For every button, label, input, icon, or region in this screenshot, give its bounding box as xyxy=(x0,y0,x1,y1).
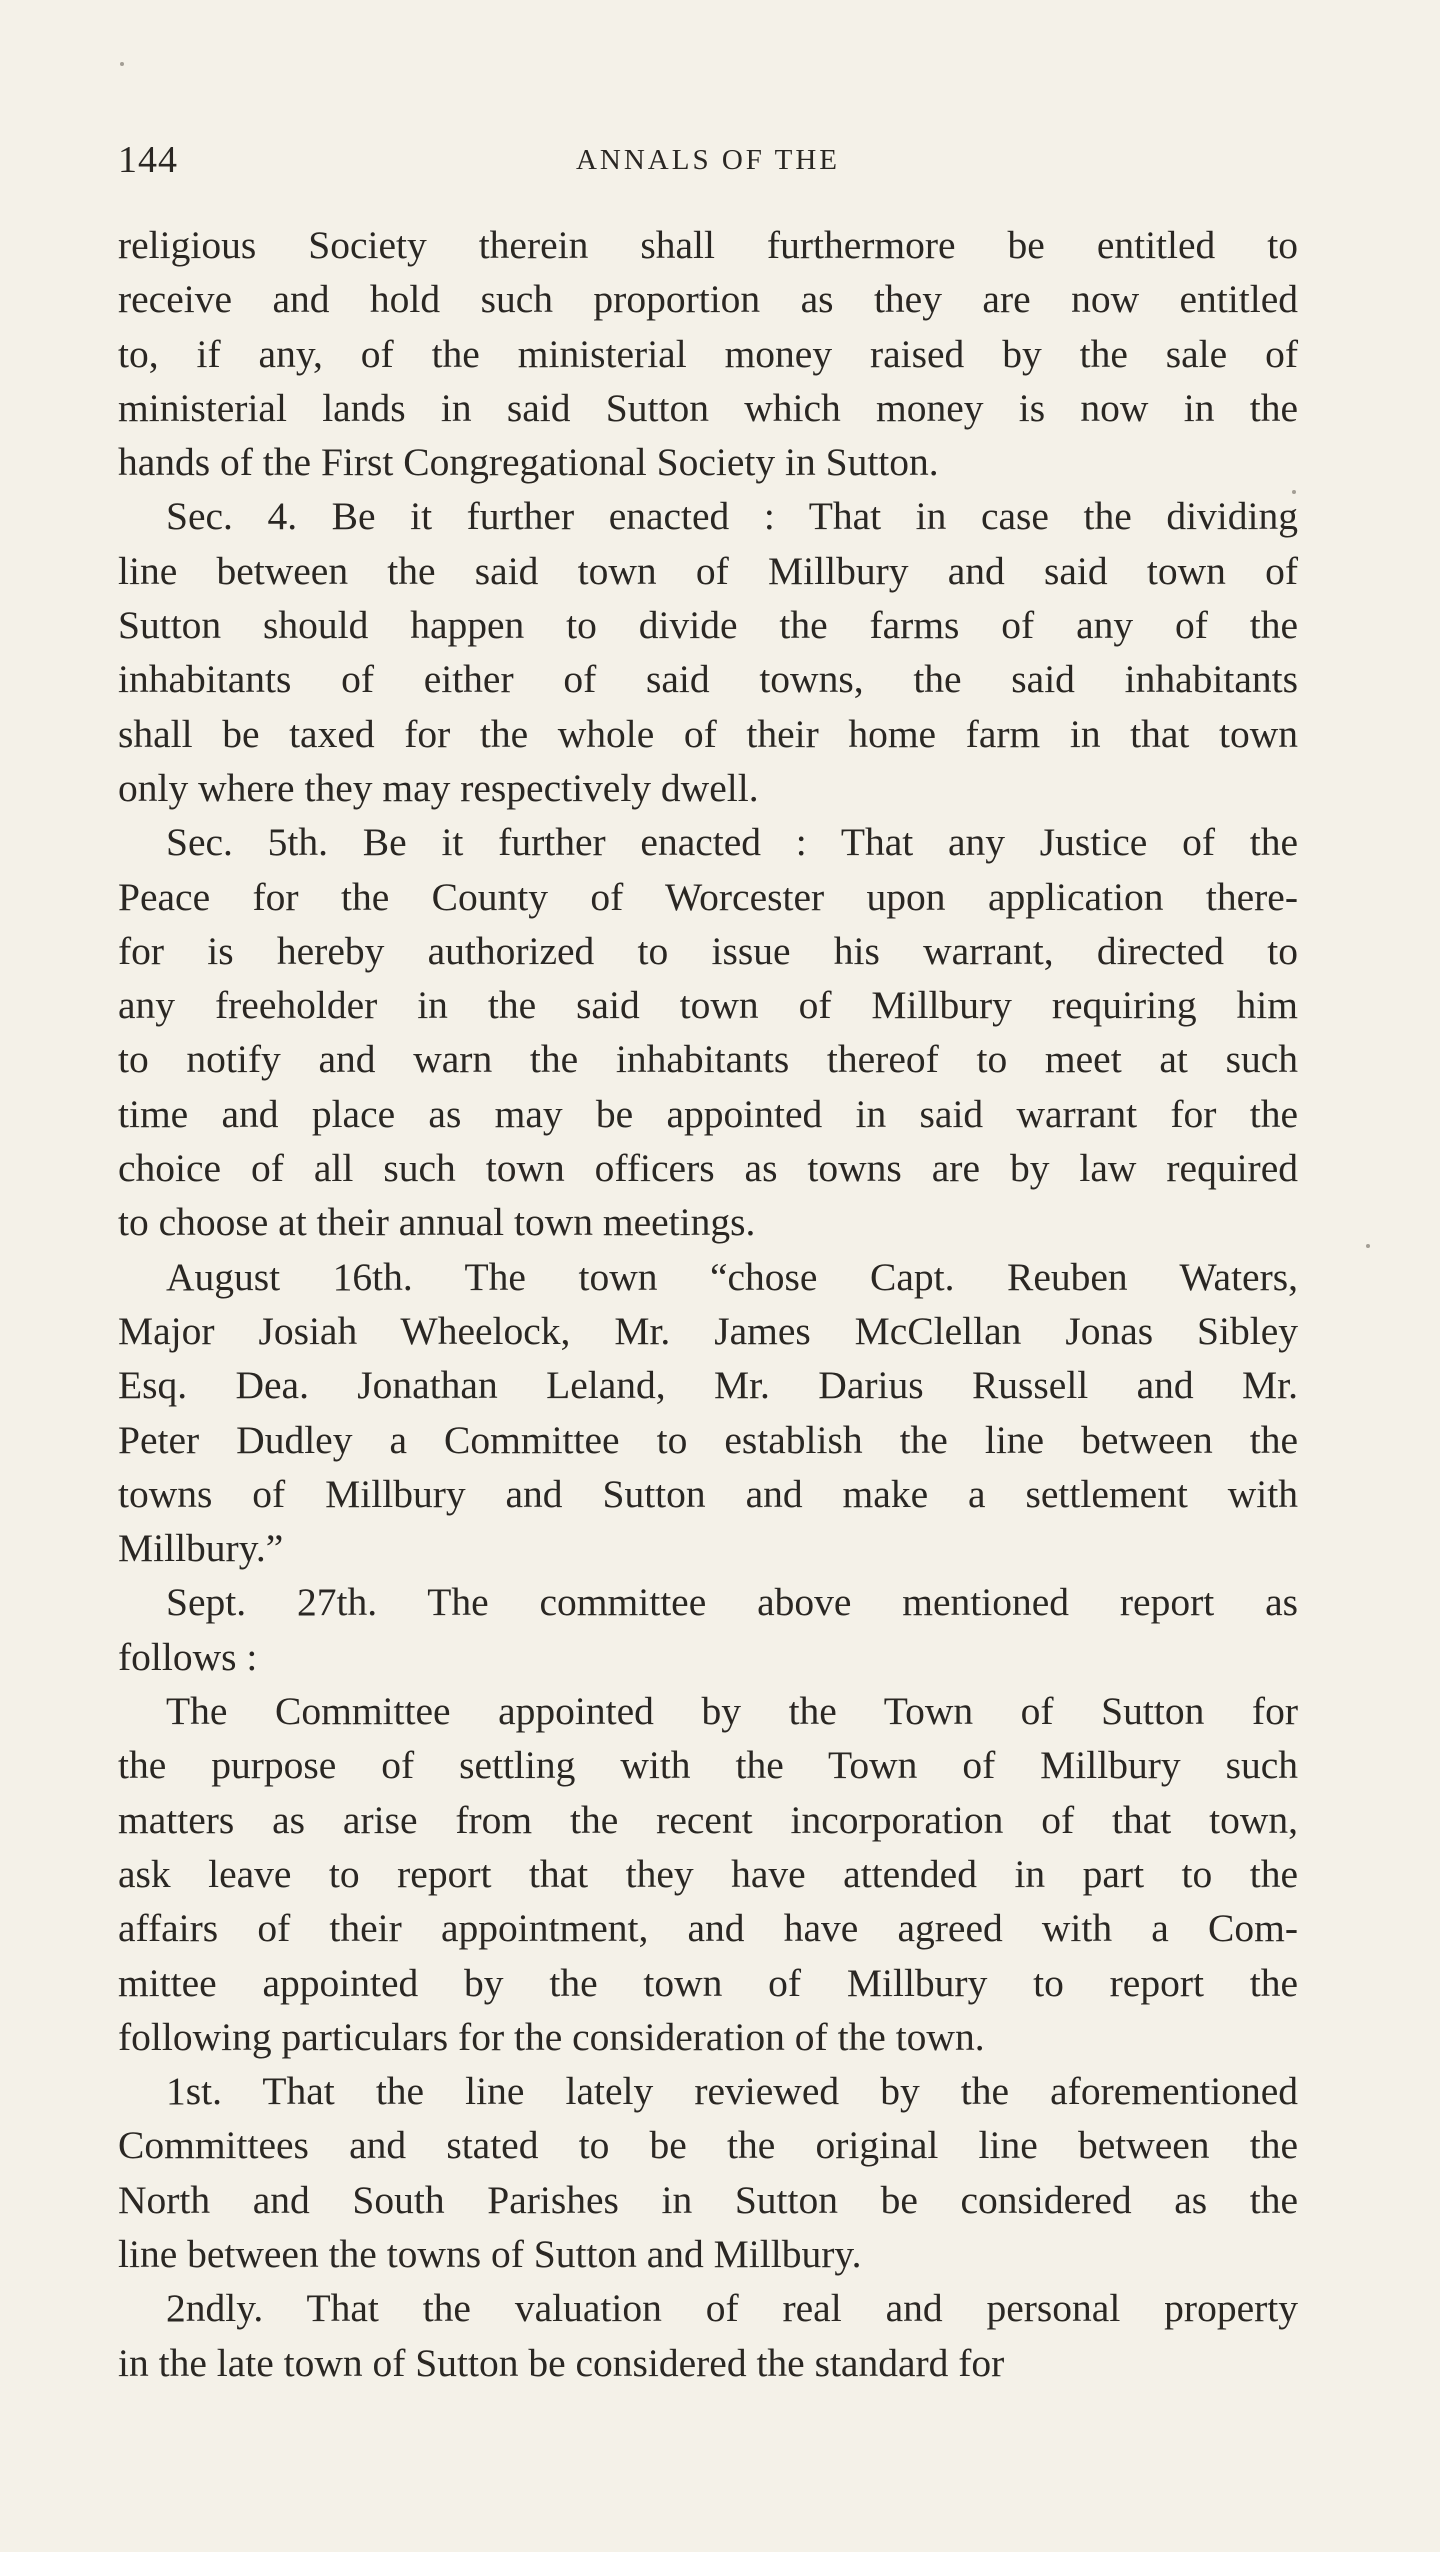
text-line: Sept. 27th. The committee above mentioned report as xyxy=(166,1580,1298,1625)
running-head xyxy=(118,138,1298,188)
text-line: Esq. Dea. Jonathan Leland, Mr. Darius Russell and Mr. xyxy=(118,1363,1298,1408)
text-line: to, if any, of the ministerial money raised by the sale of xyxy=(118,331,1298,376)
text-line: hands of the First Congregational Society in Sutton. xyxy=(118,440,939,485)
page-number: 144 xyxy=(118,139,178,181)
text-line: choice of all such town officers as towns are by law required xyxy=(118,1146,1298,1191)
text-line: matters as arise from the recent incorporation of that town, xyxy=(118,1797,1298,1842)
text-line: line between the said town of Millbury and said town of xyxy=(118,548,1298,593)
text-line: the purpose of settling with the Town of Millbury such xyxy=(118,1743,1298,1788)
text-line: shall be taxed for the whole of their home farm in that town xyxy=(118,711,1298,756)
paper-speck xyxy=(120,62,124,66)
text-line: Committees and stated to be the original line between the xyxy=(118,2123,1298,2168)
text-line: receive and hold such proportion as they are now entitled xyxy=(118,277,1298,322)
text-line: to choose at their annual town meetings. xyxy=(118,1200,756,1245)
text-line: 1st. That the line lately reviewed by the aforementioned xyxy=(166,2069,1298,2114)
text-line: Major Josiah Wheelock, Mr. James McClellan Jonas Sibley xyxy=(118,1308,1298,1353)
text-line: line between the towns of Sutton and Millbury. xyxy=(118,2231,862,2276)
body-text xyxy=(118,218,1298,2390)
paragraph xyxy=(118,2064,1298,2281)
text-line: inhabitants of either of said towns, the said inhabitants xyxy=(118,657,1298,702)
text-line: only where they may respectively dwell. xyxy=(118,765,759,810)
text-line: Peter Dudley a Committee to establish the line between the xyxy=(118,1417,1298,1462)
text-line: following particulars for the consideration of the town. xyxy=(118,2014,985,2059)
text-line: time and place as may be appointed in said warrant for the xyxy=(118,1091,1298,1136)
text-line: any freeholder in the said town of Millbury requiring him xyxy=(118,983,1298,1028)
text-line: in the late town of Sutton be considered the standard for xyxy=(118,2340,1005,2385)
text-line: ask leave to report that they have attended in part to the xyxy=(118,1851,1298,1896)
text-line: Sec. 4. Be it further enacted : That in case the dividing xyxy=(166,494,1298,539)
paragraph xyxy=(118,218,1298,489)
text-line: affairs of their appointment, and have agreed with a Com- xyxy=(118,1906,1298,1951)
paragraph xyxy=(118,489,1298,815)
text-line: Sutton should happen to divide the farms of any of the xyxy=(118,603,1298,648)
text-line: towns of Millbury and Sutton and make a settlement with xyxy=(118,1471,1298,1516)
text-line: ministerial lands in said Sutton which money is now in the xyxy=(118,385,1298,430)
text-line: Sec. 5th. Be it further enacted : That any Justice of the xyxy=(166,820,1298,865)
paragraph xyxy=(118,1250,1298,1576)
paragraph xyxy=(118,1575,1298,1684)
text-line: follows : xyxy=(118,1634,258,1679)
paragraph xyxy=(118,815,1298,1249)
text-line: to notify and warn the inhabitants thereof to meet at such xyxy=(118,1037,1298,1082)
running-title: ANNALS OF THE xyxy=(575,144,841,176)
text-line: August 16th. The town “chose Capt. Reuben Waters, xyxy=(166,1254,1298,1299)
text-line: religious Society therein shall furthermore be entitled to xyxy=(118,223,1298,267)
text-line: North and South Parishes in Sutton be considered as the xyxy=(118,2177,1298,2222)
text-line: mittee appointed by the town of Millbury to report the xyxy=(118,1960,1298,2005)
text-line: The Committee appointed by the Town of Sutton for xyxy=(166,1689,1298,1734)
paragraph xyxy=(118,1684,1298,2064)
text-line: Peace for the County of Worcester upon application there- xyxy=(118,874,1298,919)
paragraph xyxy=(118,2281,1298,2390)
paper-speck xyxy=(1366,1244,1370,1248)
text-line: 2ndly. That the valuation of real and personal property xyxy=(166,2286,1298,2331)
text-line: Millbury.” xyxy=(118,1526,284,1571)
text-line: for is hereby authorized to issue his warrant, directed to xyxy=(118,928,1298,973)
